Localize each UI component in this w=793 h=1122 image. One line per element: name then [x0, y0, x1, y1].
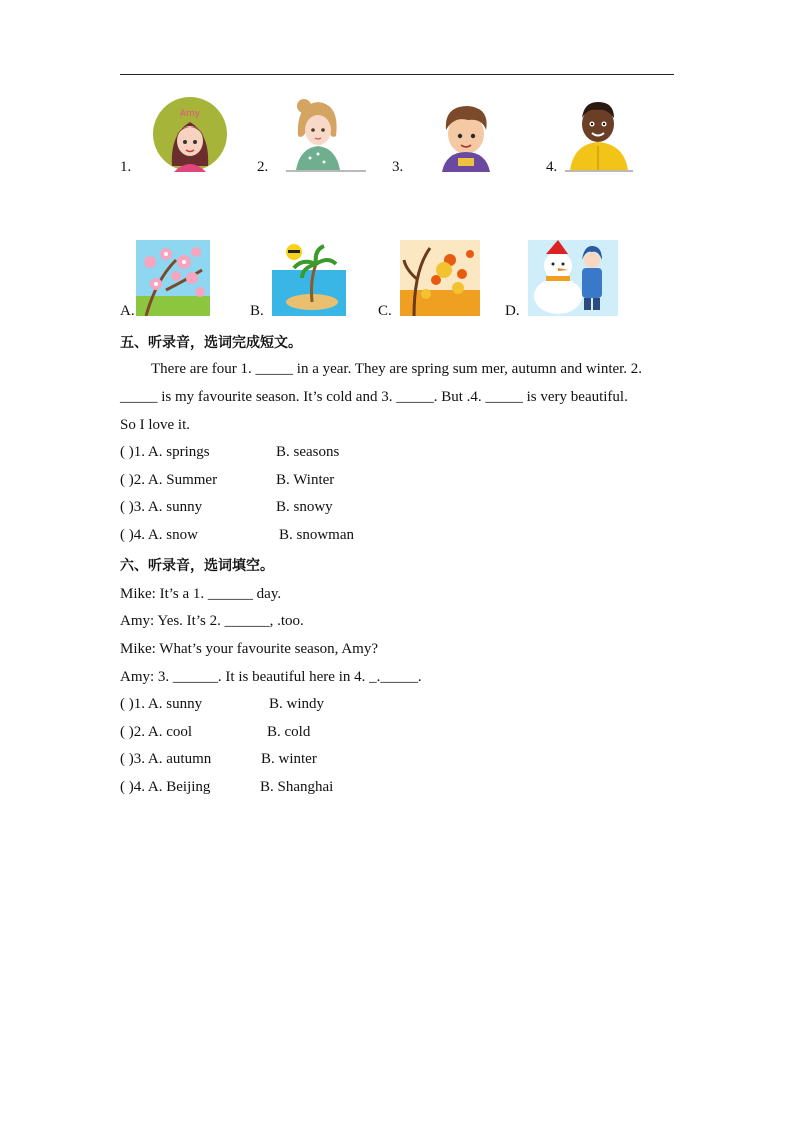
- spring-blossom-picture-icon: [136, 240, 210, 316]
- question-choice-a: ( )3. A. sunny: [120, 499, 203, 515]
- question-choice-b: B. winter: [261, 751, 317, 767]
- question-choice-b: B. Winter: [276, 472, 335, 488]
- section5-passage-line2: _____ is my favourite season. It’s cold and 3. _____. But .4. _____ is very beautiful.: [120, 389, 628, 405]
- question-choice-a: ( )1. A. springs: [120, 444, 210, 460]
- dialogue-line: Mike: It’s a 1. ______ day.: [120, 586, 282, 602]
- question-choice-b: B. Shanghai: [260, 779, 334, 795]
- section5-title: 五、听录音，选词完成短文。: [120, 335, 302, 351]
- dialogue-line: Mike: What’s your favourite season, Amy?: [120, 641, 379, 657]
- question-choice-b: B. snowy: [276, 499, 333, 515]
- boy-yellow-jacket-portrait-icon: [568, 96, 630, 170]
- question-choice-a: ( )1. A. sunny: [120, 696, 203, 712]
- question-choice-a: ( )4. A. Beijing: [120, 779, 211, 795]
- option-letter: D.: [505, 303, 520, 319]
- question-choice-a: ( )2. A. cool: [120, 724, 193, 740]
- amy-badge-text: Amy: [179, 109, 201, 119]
- item-number: 1.: [120, 159, 132, 175]
- section5-passage-line1: There are four 1. _____ in a year. They are spring sum mer, autumn and winter. 2.: [151, 361, 643, 377]
- option-letter: A.: [120, 303, 135, 319]
- option-letter: B.: [250, 303, 264, 319]
- item-number: 4.: [546, 159, 558, 175]
- section6-title: 六、听录音，选词填空。: [120, 558, 274, 574]
- question-choice-a: ( )4. A. snow: [120, 527, 198, 543]
- top-rule: [120, 74, 674, 75]
- item-number: 2.: [257, 159, 269, 175]
- winter-snowman-picture-icon: [528, 240, 618, 316]
- question-choice-b: B. seasons: [276, 444, 340, 460]
- section5-passage-line3: So I love it.: [120, 417, 190, 433]
- summer-island-picture-icon: [272, 240, 346, 316]
- amy-girl-portrait-icon: [152, 96, 228, 172]
- question-choice-b: B. windy: [269, 696, 325, 712]
- question-choice-a: ( )2. A. Summer: [120, 472, 218, 488]
- item-number: 3.: [392, 159, 404, 175]
- option-letter: C.: [378, 303, 392, 319]
- answer-underline: [286, 170, 366, 172]
- question-choice-a: ( )3. A. autumn: [120, 751, 212, 767]
- answer-underline: [565, 170, 633, 172]
- boy-purple-hoodie-portrait-icon: [438, 100, 494, 172]
- autumn-leaves-picture-icon: [400, 240, 480, 316]
- dialogue-line: Amy: Yes. It’s 2. ______, .too.: [120, 613, 304, 629]
- question-choice-b: B. snowman: [279, 527, 354, 543]
- question-choice-b: B. cold: [267, 724, 311, 740]
- dialogue-line: Amy: 3. ______. It is beautiful here in 4. _._____.: [120, 669, 422, 685]
- girl-ponytail-portrait-icon: [290, 96, 344, 170]
